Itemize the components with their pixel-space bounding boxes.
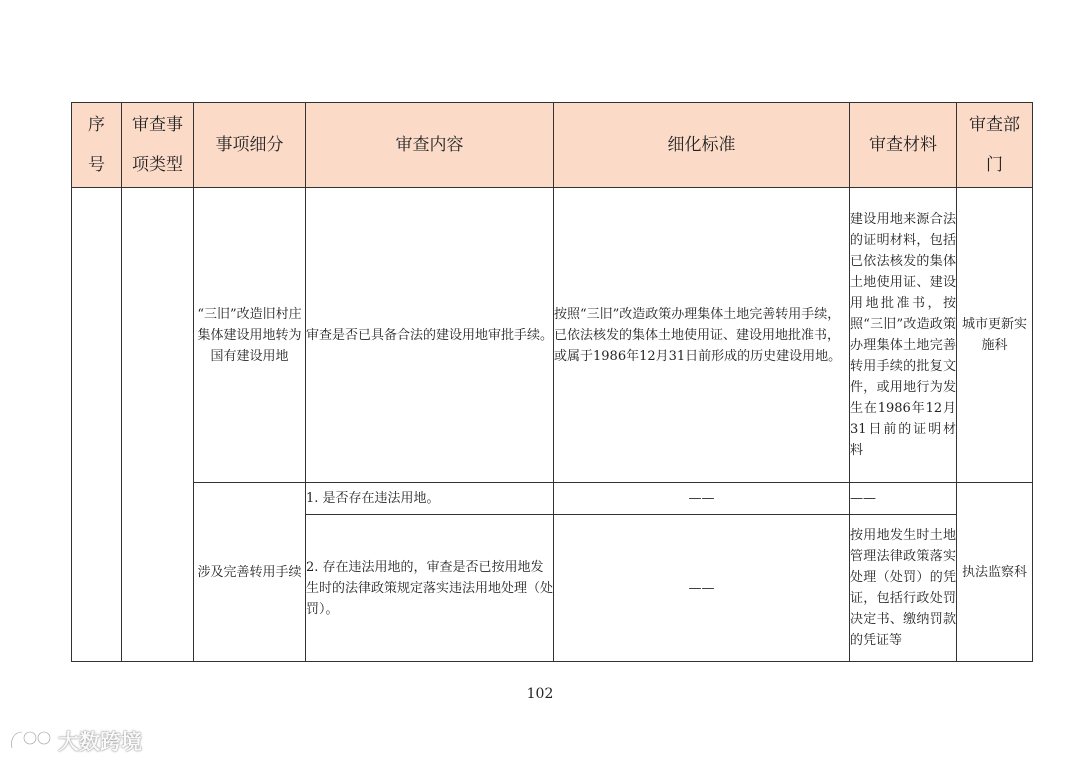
department-cell: 执法监察科 bbox=[957, 483, 1033, 662]
header-standard: 细化标准 bbox=[554, 103, 850, 188]
header-serial: 序号 bbox=[72, 103, 122, 188]
subitem-cell: 涉及完善转用手续 bbox=[194, 483, 306, 662]
header-department: 审查部门 bbox=[957, 103, 1033, 188]
content-cell: 2. 存在违法用地的，审查是否已按用地发生时的法律政策规定落实违法用地处理（处罚）。 bbox=[306, 515, 554, 662]
content-cell: 审查是否已具备合法的建设用地审批手续。 bbox=[306, 188, 554, 483]
header-subitem: 事项细分 bbox=[194, 103, 306, 188]
materials-cell: 建设用地来源合法的证明材料，包括已依法核发的集体土地使用证、建设用地批准书，按照“三旧”改造政策办理集体土地完善转用手续的批复文件，或用地行为发生在1986年12月31日前的证明材料 bbox=[850, 188, 957, 483]
header-content: 审查内容 bbox=[306, 103, 554, 188]
subitem-cell: “三旧”改造旧村庄集体建设用地转为国有建设用地 bbox=[194, 188, 306, 483]
header-item-type: 审查事项类型 bbox=[122, 103, 194, 188]
materials-cell: 按用地发生时土地管理法律政策落实处理（处罚）的凭证，包括行政处罚决定书、缴纳罚款的凭证等 bbox=[850, 515, 957, 662]
standard-cell: —— bbox=[554, 515, 850, 662]
department-cell: 城市更新实施科 bbox=[957, 188, 1033, 483]
review-table bbox=[71, 102, 1033, 662]
watermark-logo-icon bbox=[8, 728, 54, 754]
table-row bbox=[72, 188, 1033, 483]
standard-cell: —— bbox=[554, 483, 850, 515]
page-number: 102 bbox=[526, 686, 554, 702]
content-cell: 1. 是否存在违法用地。 bbox=[306, 483, 554, 515]
standard-cell: 按照“三旧”改造政策办理集体土地完善转用手续，已依法核发的集体土地使用证、建设用地批准书，或属于1986年12月31日前形成的历史建设用地。 bbox=[554, 188, 850, 483]
header-materials: 审查材料 bbox=[850, 103, 957, 188]
header-row bbox=[72, 103, 1033, 188]
watermark bbox=[8, 726, 142, 756]
materials-cell: —— bbox=[850, 483, 957, 515]
watermark-text: 大数跨境 bbox=[58, 730, 142, 754]
serial-cell bbox=[72, 188, 122, 662]
item-type-cell bbox=[122, 188, 194, 662]
table-row bbox=[72, 483, 1033, 515]
